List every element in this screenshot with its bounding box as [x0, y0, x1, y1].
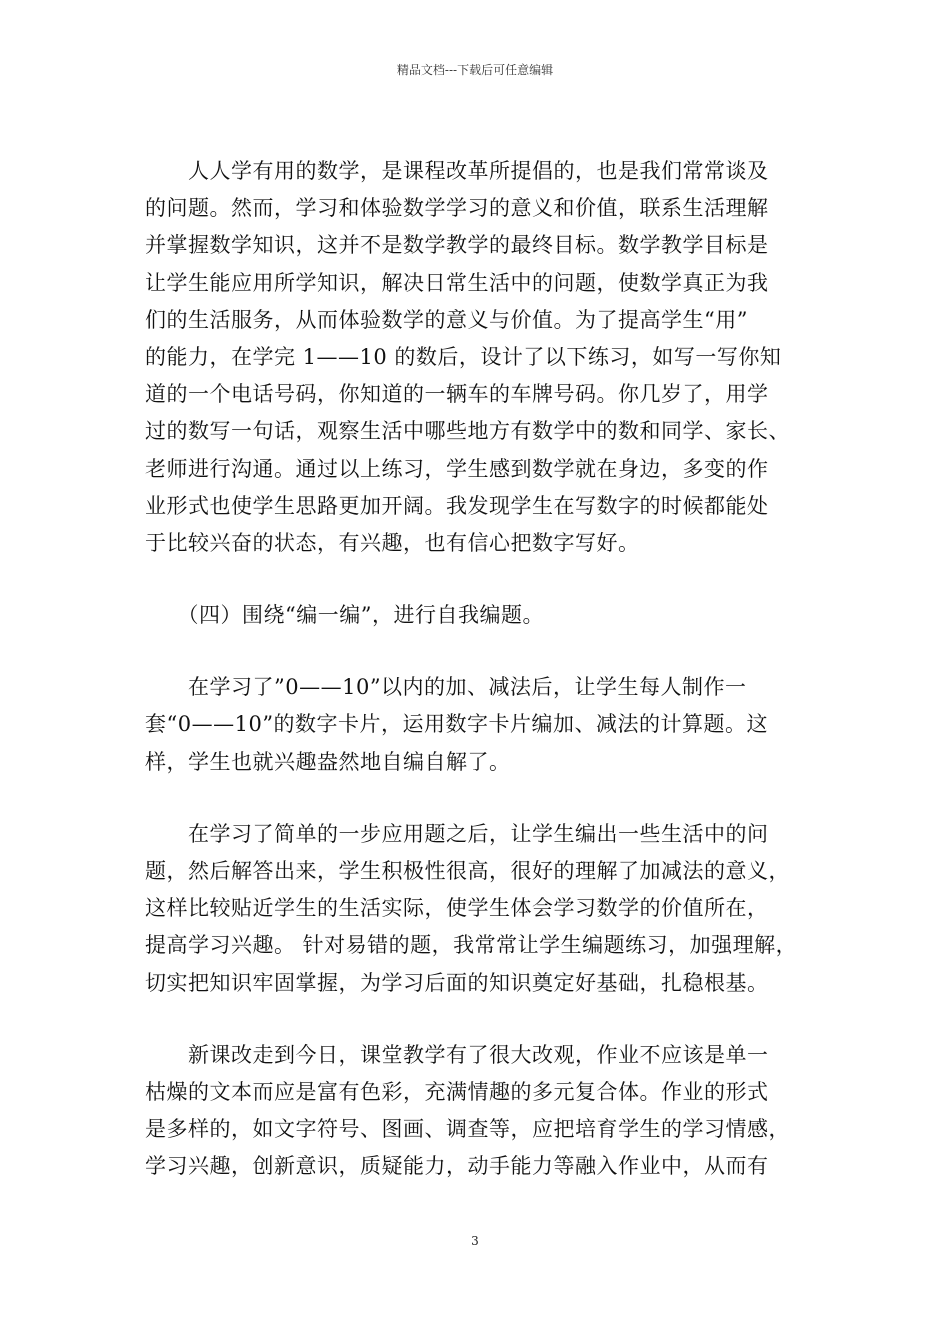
section-heading — [145, 597, 810, 634]
text-line: 枯燥的文本而应是富有色彩，充满情趣的多元复合体。作业的形式 — [145, 1079, 769, 1104]
text-line: 过的数写一句话，观察生活中哪些地方有数学中的数和同学、家长、 — [145, 419, 790, 444]
text-line: 提高学习兴趣。 针对易错的题，我常常让学生编题练习，加强理解， — [145, 933, 798, 958]
paragraph-spacer — [145, 1002, 810, 1037]
paragraph-homework-forms — [145, 1037, 810, 1186]
text-line: 在学习了”0——10”以内的加、减法后，让学生每人制作一 — [145, 675, 747, 700]
text-line: 人人学有用的数学，是课程改革所提倡的，也是我们常常谈及 — [145, 159, 769, 183]
document-body — [145, 153, 810, 1186]
text-line: 道的一个电话号码，你知道的一辆车的车牌号码。你几岁了，用学 — [145, 382, 769, 407]
paragraph-spacer — [145, 781, 810, 816]
page-number: 3 — [471, 1234, 479, 1248]
text-line: 于比较兴奋的状态，有兴趣，也有信心把数字写好。 — [145, 530, 640, 555]
text-line: 在学习了简单的一步应用题之后，让学生编出一些生活中的问 — [145, 821, 769, 846]
text-line: 样，学生也就兴趣盎然地自编自解了。 — [145, 749, 511, 774]
paragraph-spacer — [145, 562, 810, 597]
text-line: 是多样的，如文字符号、图画、调查等，应把培育学生的学习情感， — [145, 1117, 790, 1142]
paragraph-number-cards — [145, 669, 810, 781]
text-line: 老师进行沟通。通过以上练习，学生感到数学就在身边，多变的作 — [145, 456, 769, 481]
text-line: 的问题。然而，学习和体验数学学习的意义和价值，联系生活理解 — [145, 196, 769, 221]
text-line: 新课改走到今日，课堂教学有了很大改观，作业不应该是单一 — [145, 1042, 769, 1067]
heading-line: （四）围绕“编一编”，进行自我编题。 — [145, 603, 544, 628]
text-line: 们的生活服务，从而体验数学的意义与价值。为了提高学生“用” — [145, 307, 748, 332]
page-header: 精品文档---下载后可任意编辑 — [396, 63, 554, 77]
text-line: 切实把知识牢固掌握，为学习后面的知识奠定好基础，扎稳根基。 — [145, 970, 769, 995]
paragraph-practical-math — [145, 153, 810, 562]
text-line: 学习兴趣，创新意识，质疑能力，动手能力等融入作业中，从而有 — [145, 1154, 769, 1179]
text-line: 业形式也使学生思路更加开阔。我发现学生在写数字的时候都能处 — [145, 493, 769, 518]
paragraph-spacer — [145, 634, 810, 669]
text-line: 的能力，在学完 1——10 的数后，设计了以下练习，如写一写你知 — [145, 344, 782, 369]
text-line: 套“0——10”的数字卡片，运用数字卡片编加、减法的计算题。这 — [145, 712, 769, 737]
text-line: 题，然后解答出来，学生积极性很高，很好的理解了加减法的意义， — [145, 859, 790, 883]
paragraph-word-problems — [145, 816, 810, 1002]
text-line: 让学生能应用所学知识，解决日常生活中的问题，使数学真正为我 — [145, 270, 769, 295]
text-line: 这样比较贴近学生的生活实际，使学生体会学习数学的价值所在， — [145, 896, 769, 921]
text-line: 并掌握数学知识，这并不是数学教学的最终目标。数学教学目标是 — [145, 233, 769, 258]
